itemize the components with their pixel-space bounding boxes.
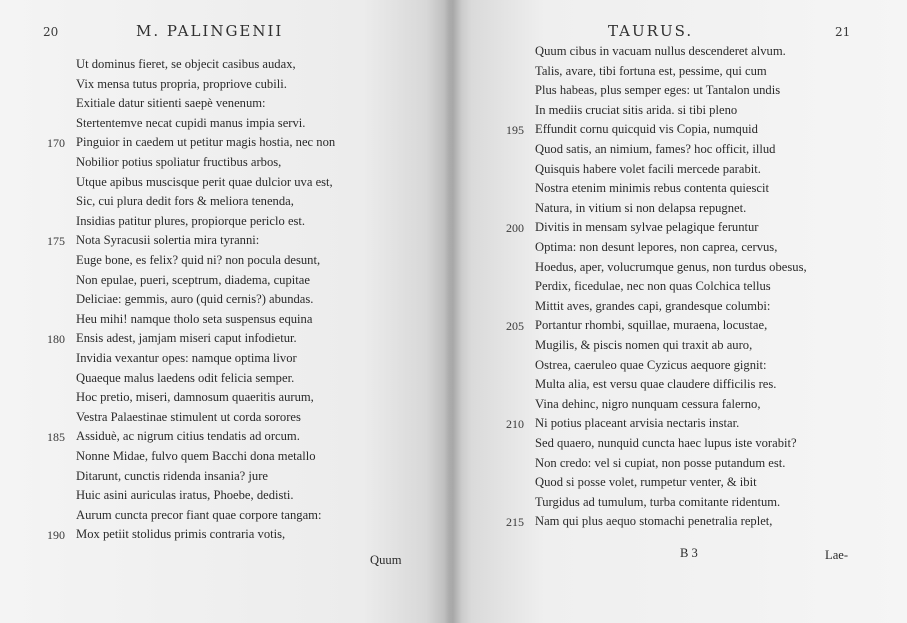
verse-line: Quaeque malus laedens odit felicia semper. [76,370,295,385]
verse-line: Multa alia, est versu quae claudere difficilis res. [535,377,777,392]
verse-line: Pinguior in caedem ut petitur magis hostia, nec non [76,135,336,150]
verse-line: Heu mihi! namque tholo seta suspensus equina [76,311,313,326]
verse-line: Ut dominus fieret, se objecit casibus audax, [76,57,296,71]
line-number: 180 [47,332,65,347]
verse-line: Mugilis, & piscis nomen qui traxit ab auro, [535,338,753,352]
verse-line: Nonne Midae, fulvo quem Bacchi dona metallo [76,449,316,463]
line-number: 200 [506,221,524,236]
verse-line: Non credo: vel si cupiat, non posse putandum est. [535,455,786,470]
verse-line: Assiduè, ac nigrum citius tendatis ad orcum. [76,429,300,444]
verse-line: Ostrea, caeruleo quae Cyzicus aequore gignit: [535,357,767,372]
verse-line: Quisquis habere volet facili mercede parabit. [535,161,761,176]
left-catchword: Quum [370,553,402,567]
verse-line: Mittit aves, grandes capi, grandesque columbi: [535,298,771,313]
verse-line: Aurum cuncta precor fiant quae corpore tangam: [76,507,322,522]
left-page [0,0,450,623]
verse-line: Vestra Palaestinae stimulent ut corda sorores [76,409,301,424]
line-number: 170 [47,136,65,151]
verse-line: Utque apibus muscisque perit quae dulcior uva est, [76,174,333,189]
verse-line: Quod si posse volet, rumpetur venter, & ibit [535,475,757,490]
line-number: 175 [47,234,65,249]
verse-line: Ditarunt, cunctis ridenda insania? jure [76,468,268,483]
right-running-head: TAURUS. [608,22,694,40]
verse-line: Nota Syracusii solertia mira tyranni: [76,233,260,248]
verse-line: Invidia vexantur opes: namque optima livor [76,351,297,365]
line-number: 205 [506,319,524,334]
verse-line: Vina dehinc, nigro nunquam cessura falerno, [535,396,761,411]
verse-line: Vix mensa tutus propria, propriove cubili. [76,76,287,91]
verse-line: Stertentemve necat cupidi manus impia servi. [76,115,306,130]
verse-line: Quod satis, an nimium, fames? hoc officit, illud [535,142,776,156]
line-number: 185 [47,430,65,445]
line-number: 215 [506,515,524,530]
verse-line: Hoc pretio, miseri, damnosum quaeritis aurum, [76,390,314,405]
verse-line: Deliciae: gemmis, auro (quid cernis?) abundas. [76,292,314,307]
line-number: 195 [506,123,524,138]
verse-line: Perdix, ficedulae, nec non quas Colchica tellus [535,279,771,294]
verse-line: Plus habeas, plus semper eges: ut Tantalon undis [535,83,781,98]
verse-line: Exitiale datur sitienti saepè venenum: [76,96,266,111]
verse-line: Nam qui plus aequo stomachi penetralia replet, [535,514,773,529]
verse-line: Insidias patitur plures, propiorque periclo est. [76,213,306,228]
right-page-number: 21 [835,25,851,39]
verse-line: Divitis in mensam sylvae pelagique feruntur [535,220,759,235]
verse-line: In mediis cruciat sitis arida. si tibi pleno [535,102,738,117]
right-signature-mark: B 3 [680,546,698,560]
verse-line: Portantur rhombi, squillae, muraena, locustae, [535,318,768,333]
verse-line: Euge bone, es felix? quid ni? non pocula desunt, [76,253,321,267]
verse-line: Non epulae, pueri, sceptrum, diadema, cupitae [76,272,310,287]
left-running-head: M. PALINGENII [136,22,284,40]
verse-line: Sic, cui plura dedit fors & meliora tenenda, [76,194,294,209]
verse-line: Quum cibus in vacuam nullus descenderet alvum. [535,44,786,58]
verse-line: Ensis adest, jamjam miseri caput infodietur. [76,331,297,346]
left-page-number: 20 [43,25,59,39]
verse-line: Sed quaero, nunquid cuncta haec lupus iste vorabit? [535,436,797,450]
verse-line: Turgidus ad tumulum, turba comitante ridentum. [535,494,781,509]
right-page [458,0,907,623]
verse-line: Natura, in vitium si non delapsa repugnet. [535,200,747,215]
verse-line: Huic asini auriculas iratus, Phoebe, dedisti. [76,488,294,503]
verse-line: Nobilior potius spoliatur fructibus arbos, [76,155,282,169]
verse-line: Optima: non desunt lepores, non caprea, cervus, [535,240,778,254]
verse-line: Talis, avare, tibi fortuna est, pessime, qui cum [535,63,767,78]
verse-line: Nostra etenim minimis rebus contenta quiescit [535,181,769,196]
line-number: 210 [506,417,524,432]
right-catchword: Lae- [825,548,849,562]
verse-line: Ni potius placeant arvisia nectaris instar. [535,416,740,431]
verse-line: Effundit cornu quicquid vis Copia, numquid [535,122,758,137]
verse-line: Mox petiit stolidus primis contraria votis, [76,527,286,542]
line-number: 190 [47,528,65,543]
verse-line: Hoedus, aper, volucrumque genus, non turdus obesus, [535,259,807,274]
